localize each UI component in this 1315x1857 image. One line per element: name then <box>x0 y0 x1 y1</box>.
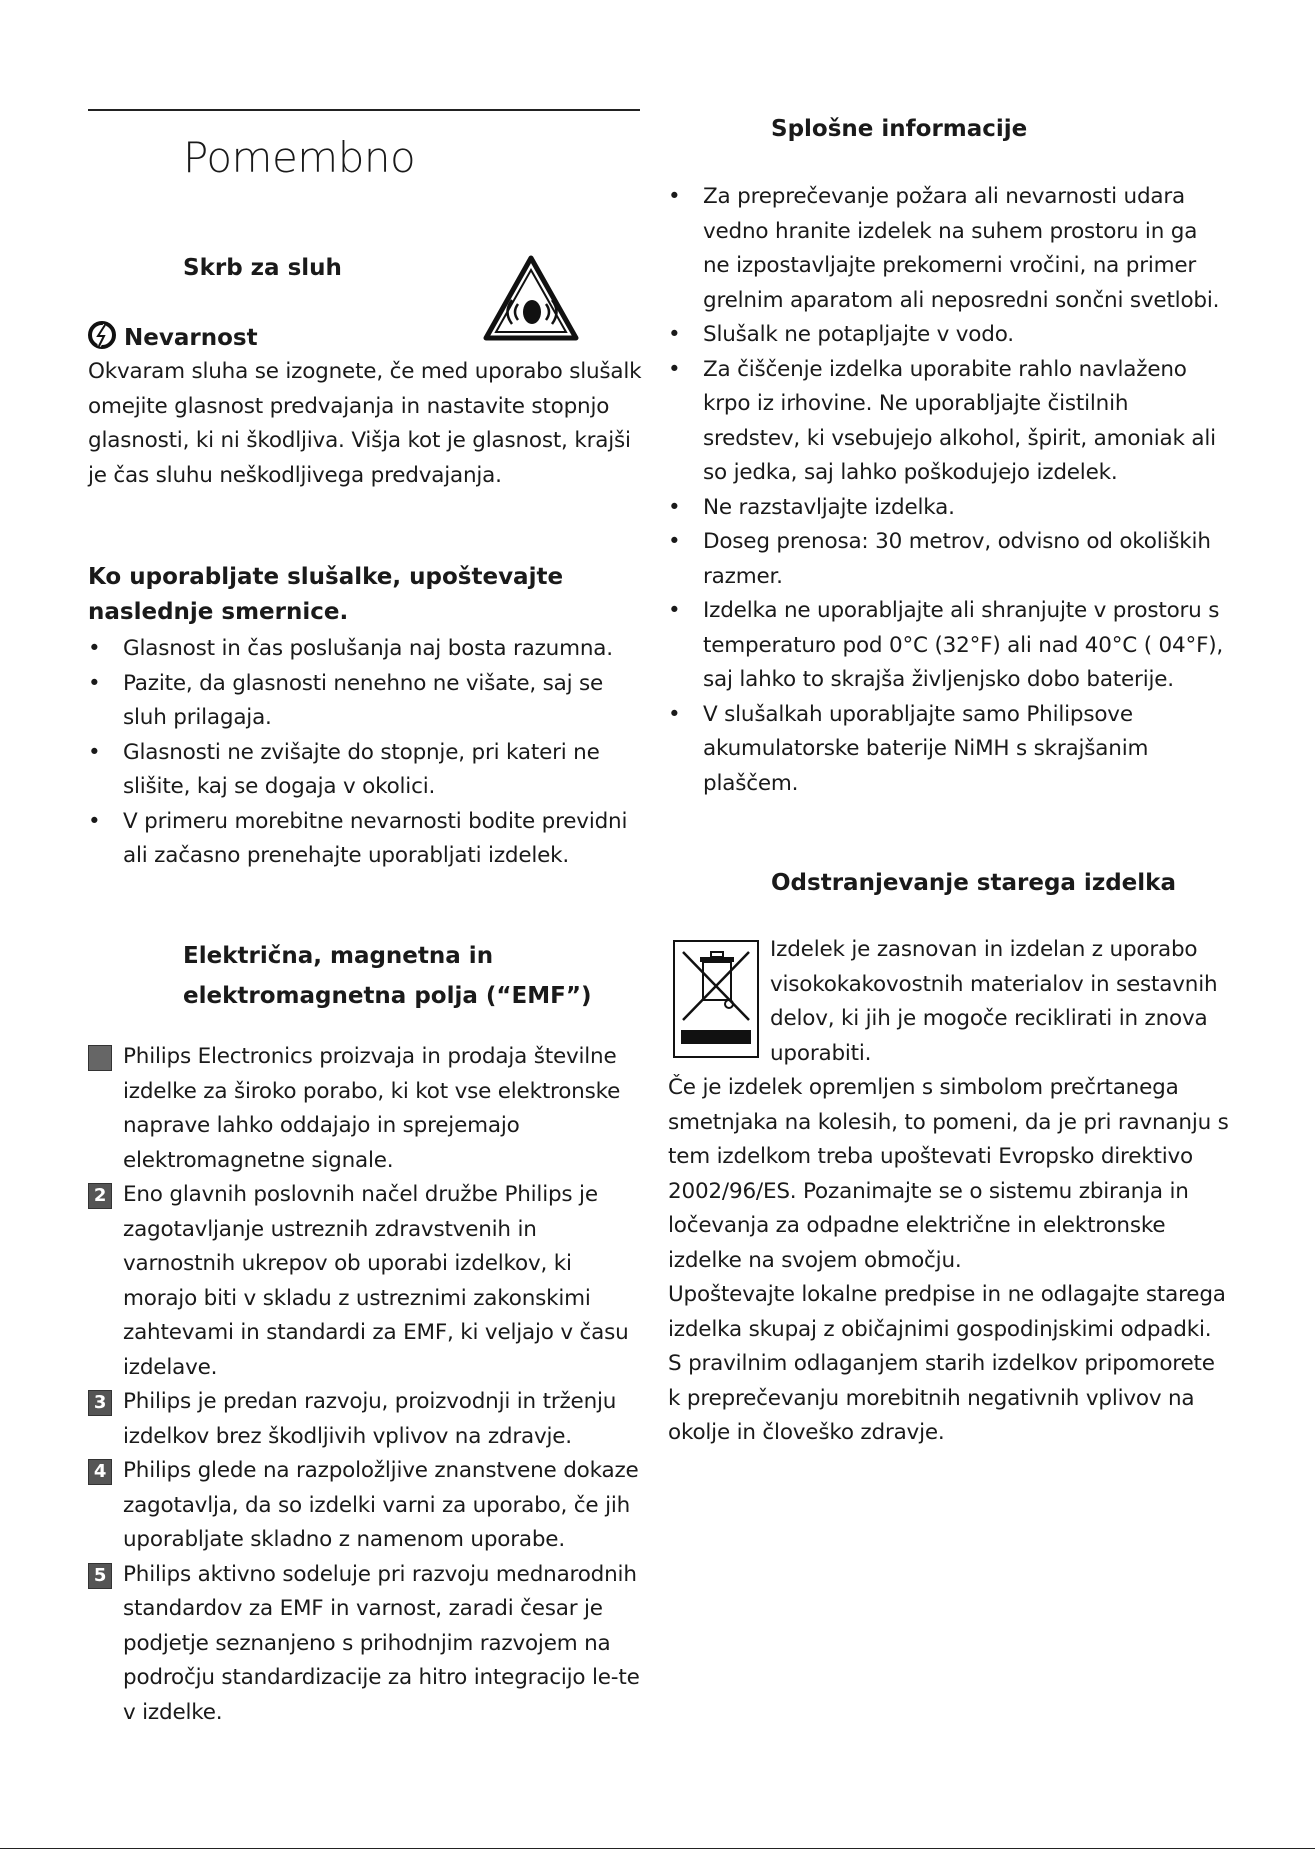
list-item: • V primeru morebitne nevarnosti bodite previdni ali začasno prenehajte uporabljati izdelek. <box>88 805 648 874</box>
danger-label: Nevarnost <box>124 325 258 351</box>
list-item <box>88 1454 648 1558</box>
guidelines-list <box>88 632 648 874</box>
number-badge: 5 <box>88 1563 112 1589</box>
list-item-text: Philips Electronics proizvaja in prodaja številne izdelke za široko porabo, ki kot vse elektronske naprave lahko oddajajo in sprejemajo elektromagnetne signale. <box>123 1044 621 1173</box>
number-badge: 2 <box>88 1183 112 1209</box>
emf-heading-line1: Električna, magnetna in <box>183 943 494 969</box>
list-item: • Glasnost in čas poslušanja naj bosta razumna. <box>88 632 648 667</box>
hearing-paragraph: Okvaram sluha se izognete, če med uporabo slušalk omejite glasnost predvajanja in nastavite stopnjo glasnosti, ki ni škodljiva. Višja kot je glasnost, krajši je čas sluhu neškodljivega predvajanja. <box>88 359 642 488</box>
disposal-paragraph-2: Upoštevajte lokalne predpise in ne odlagajte starega izdelka skupaj z običajnimi gospodinjskimi odpadki. S pravilnim odlaganjem starih izdelkov pripomorete k preprečevanju morebitnih negativnih vplivov na okolje in človeško zdravje. <box>668 1282 1226 1445</box>
list-item: • Glasnosti ne zvišajte do stopnje, pri kateri ne slišite, kaj se dogaja v okolici. <box>88 736 648 805</box>
disposal-paragraph-1: Če je izdelek opremljen s simbolom prečrtanega smetnjaka na kolesih, to pomeni, da je pri ravnanju s tem izdelkom treba upoštevati Evropsko direktivo 2002/96/ES. Pozanimajte se o sistemu zbiranja in ločevanja za odpadne električne in elektronske izdelke na svojem območju. <box>668 1075 1229 1273</box>
list-item-text: Philips je predan razvoju, proizvodnji in trženju izdelkov brez škodljivih vplivov na zdravje. <box>123 1389 617 1449</box>
list-item <box>88 1385 648 1454</box>
list-item: • Izdelka ne uporabljajte ali shranjujte v prostoru s temperaturo pod 0°C (32°F) ali nad 40°C ( 04°F), saj lahko to skrajša življenjsko dobo baterije. <box>668 594 1228 698</box>
hearing-heading: Skrb za sluh <box>183 255 342 281</box>
emf-heading <box>183 936 653 1016</box>
list-item: • Doseg prenosa: 30 metrov, odvisno od okoliških razmer. <box>668 525 1228 594</box>
list-item: • Za preprečevanje požara ali nevarnosti udara vedno hranite izdelek na suhem prostoru in ga ne izpostavljajte prekomerni vročini, na primer grelnim aparatom ali neposredni sončni svetlobi. <box>668 180 1228 318</box>
guidelines-heading <box>88 560 648 630</box>
list-item: • Za čiščenje izdelka uporabite rahlo navlaženo krpo iz irhovine. Ne uporabljajte čistilnih sredstev, ki vsebujejo alkohol, špirit, amoniak ali so jedka, saj lahko poškodujejo izdelek. <box>668 353 1228 491</box>
emf-list <box>88 1040 648 1730</box>
number-badge: 3 <box>88 1390 112 1416</box>
list-item-text: Philips glede na razpoložljive znanstvene dokaze zagotavlja, da so izdelki varni za uporabo, če jih uporabljate skladno z namenom uporabe. <box>123 1458 639 1552</box>
list-item: • Pazite, da glasnosti nenehno ne višate, saj se sluh prilagaja. <box>88 667 648 736</box>
general-list <box>668 180 1228 801</box>
page-title: Pomembno <box>183 133 416 182</box>
general-heading: Splošne informacije <box>771 116 1028 142</box>
list-item <box>88 1040 648 1178</box>
top-rule <box>88 109 640 111</box>
emf-heading-line2: elektromagnetna polja (“EMF”) <box>183 983 592 1009</box>
weee-bin-icon <box>673 940 759 1058</box>
bottom-rule <box>0 1848 1315 1849</box>
disposal-intro: Izdelek je zasnovan in izdelan z uporabo visokokakovostnih materialov in sestavnih delov, ki jih je mogoče reciklirati in znova uporabiti. <box>770 937 1218 1066</box>
number-badge: 4 <box>88 1459 112 1485</box>
list-item: • Slušalk ne potapljajte v vodo. <box>668 318 1228 353</box>
list-item: • Ne razstavljajte izdelka. <box>668 491 1228 526</box>
list-item <box>88 1178 648 1385</box>
guidelines-heading-line2: naslednje smernice. <box>88 599 349 625</box>
hearing-warning-icon <box>482 254 580 342</box>
guidelines-heading-line1: Ko uporabljate slušalke, upoštevajte <box>88 564 564 590</box>
disposal-heading: Odstranjevanje starega izdelka <box>771 870 1176 896</box>
number-badge <box>88 1045 112 1071</box>
list-item-text: Eno glavnih poslovnih načel družbe Philips je zagotavljanje ustreznih zdravstvenih in varnostnih ukrepov ob uporabi izdelkov, ki morajo biti v skladu z ustreznimi zakonskimi zahtevami in standardi za EMF, ki veljajo v času izdelave. <box>123 1182 629 1380</box>
list-item-text: Philips aktivno sodeluje pri razvoju mednarodnih standardov za EMF in varnost, zaradi česar je podjetje seznanjeno s prihodnjim razvojem na področju standardizacije za hitro integracijo le-te v izdelke. <box>123 1561 640 1725</box>
list-item: • V slušalkah uporabljajte samo Philipsove akumulatorske baterije NiMH s skrajšanim plaščem. <box>668 698 1228 802</box>
list-item <box>88 1558 648 1731</box>
